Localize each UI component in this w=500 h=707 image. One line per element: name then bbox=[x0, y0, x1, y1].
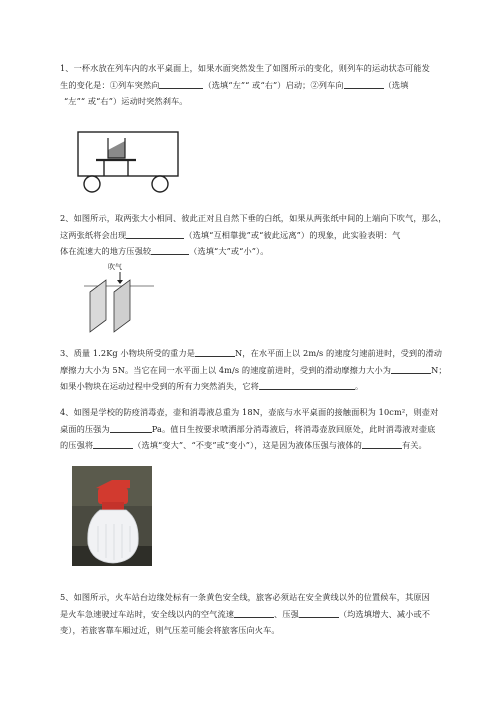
q3-blank-3[interactable] bbox=[259, 379, 355, 390]
water-shape bbox=[108, 141, 125, 158]
train-cup-figure bbox=[70, 130, 190, 198]
q2-line-1: 2、如图所示，取两张大小相同、彼此正对且自然下垂的白纸，如果从两张纸中间的上端向下吹气，那么， bbox=[60, 213, 447, 223]
sprayer-photo bbox=[72, 466, 152, 566]
q4-blank-1[interactable] bbox=[110, 422, 152, 433]
q2-line-3: 体在流速大的地方压强较 （选填“大”或“小”）。 bbox=[60, 246, 269, 256]
q3-blank-2[interactable] bbox=[391, 363, 431, 374]
q2-line-2: 这两张纸将会出现 （选填“互相靠拢”或“彼此远离”）的现象，此实验表明：气 bbox=[60, 229, 401, 240]
question-2 bbox=[60, 210, 470, 260]
q4-line-3: 的压强将 （选填“变大”、“不变”或“变小”），这是因为液体压强与液体的 有关。 bbox=[60, 440, 427, 450]
q1-line-2: 生的变化是：①列车突然向 （选填“左”“ 或“右”）启动；②列车向 （选填 bbox=[60, 79, 409, 90]
wheel-right bbox=[152, 176, 168, 192]
q1-line-3: “左”“ 或“右”）运动时突然刹车。 bbox=[64, 96, 188, 106]
q2-blank-2[interactable] bbox=[151, 244, 189, 255]
question-3 bbox=[60, 345, 470, 395]
q3-line-2: 摩擦力大小为 5N。当它在同一水平面上以 4m/s 的速度前进时，受到的滑动摩擦力大小为 N； bbox=[60, 364, 447, 375]
q1-blank-2[interactable] bbox=[344, 78, 384, 89]
q4-line-2: 桌面的压强为 Pa。值日生按要求喷洒部分消毒液后，将消毒壶放回原处，此时消毒液对壶底 bbox=[60, 423, 436, 434]
q4-line-1: 4、如图是学校的防疫消毒壶，壶和消毒液总重为 18N，壶底与水平桌面的接触面积为 10cm²，则壶对 bbox=[60, 407, 439, 417]
paper-figure bbox=[80, 262, 160, 334]
paper-left bbox=[90, 280, 106, 332]
paper-right bbox=[114, 280, 130, 332]
q5-line-1: 5、如图所示，火车站台边缘处标有一条黄色安全线，旅客必须站在安全黄线以外的位置候车，其原因 bbox=[60, 592, 430, 602]
q5-line-3: 变），若旅客靠车厢过近，则气压差可能会将旅客压向火车。 bbox=[60, 625, 280, 635]
q5-blank-1[interactable] bbox=[234, 607, 274, 618]
blow-label: 吹气 bbox=[108, 263, 122, 271]
q3-line-1: 3、质量 1.2Kg 小物块所受的重力是 N，在水平面上以 2m/s 的速度匀速前进时，受到的滑动 bbox=[60, 348, 443, 358]
q3-blank-1[interactable] bbox=[195, 346, 235, 357]
q4-blank-3[interactable] bbox=[362, 438, 402, 449]
q5-line-2: 是火车急速驶过车站时，安全线以内的空气流速 、压强 （均选填增大、减小或不 bbox=[60, 608, 431, 619]
question-5 bbox=[60, 589, 470, 639]
q4-blank-2[interactable] bbox=[93, 438, 133, 449]
q5-blank-2[interactable] bbox=[299, 607, 339, 618]
q2-blank-1[interactable] bbox=[126, 228, 184, 239]
wheel-left bbox=[84, 176, 100, 192]
q1-blank-1[interactable] bbox=[159, 78, 203, 89]
q3-line-3: 如果小物块在运动过程中受到的所有力突然消失，它将 。 bbox=[60, 381, 364, 391]
sprayer-bottle bbox=[88, 510, 139, 563]
question-4 bbox=[60, 404, 470, 454]
q1-line-1: 1、一杯水放在列车内的水平桌面上，如果水面突然发生了如图所示的变化，则列车的运动状态可能发 bbox=[60, 63, 430, 73]
question-1 bbox=[60, 60, 470, 110]
